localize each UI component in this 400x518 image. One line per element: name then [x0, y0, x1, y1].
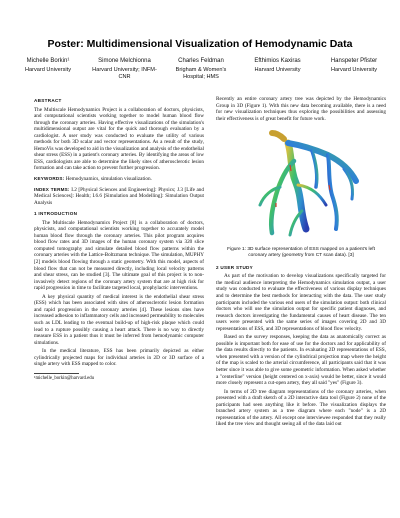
author-list [12, 58, 390, 80]
author-name: Michelle Borkin¹ [26, 58, 70, 64]
author-affiliation: Harvard University [330, 67, 377, 73]
author [242, 58, 314, 80]
footnote-email: ¹michelle_borkin@harvard.edu [34, 375, 95, 381]
keywords-label: KEYWORDS: [34, 176, 65, 182]
figure-caption: Figure 1: 3D surface representation of ESS mapped on a patient's left coronary artery (geometry from CT scan data). [3] [227, 247, 375, 258]
footnote-divider [34, 373, 79, 374]
keywords-text: Hemodynamics, simulation visualization. [65, 176, 152, 183]
artery-figure [216, 125, 386, 245]
author-name: Hanspeter Pfister [330, 58, 378, 64]
author-name: Charles Feldman [178, 58, 224, 64]
abstract-heading: ABSTRACT [34, 98, 62, 103]
user-study-heading: 2 USER STUDY [216, 264, 254, 270]
user-study-paragraph: Based on the survey responses, keeping the data as anatomically correct as possible is important both for ease of use for the doctors and for applicability of the data results directly to the patients. In evaluating 2D representations of ESS, when presented with a version of the cylindrical projection map where the height of the map is scaled to the arterial circumference, all participants said that it was better since it was able to give some geometric information. When asked whether a "centerline" version (height centered on x-axis) would be better, since it would more closely represent a cut-open artery, they all said "yes" (Figure 3). [216, 334, 386, 387]
poster-title: Poster: Multidimensional Visualization of Hemodynamic Data [47, 38, 353, 50]
author [12, 58, 84, 80]
author-name: Efthimios Kaxiras [254, 58, 301, 64]
index-terms-text: I.2 [Physical Sciences and Engineering]: Physics; J.3 [Life and Medical Sciences]: Health; I.6.6 [Simulation and Modelling]: Simulation Output Analysis [34, 186, 204, 206]
user-study-paragraph: In terms of 2D tree diagram representations of the coronary arteries, when presented with a draft sketch of a 2D interactive data tool (Figure 2) none of the participants had seen anything like it before. The visualization displays the branched artery system as a tree diagram where each "node" is a 2D representation of the artery. All except one interviewee responded that they really liked the tree view and thought seeing all of the data laid out [216, 388, 386, 428]
author-affiliation: Brigham & Women's Hospital; HMS [175, 67, 227, 80]
intro-paragraph: The Multiscale Hemodynamics Project [8] is a collaboration of doctors, physicists, and computational scientists working together to accurately model human blood flow through the coronary arteries. This pilot program acquires blood flow rates and 3D images of the human coronary system via 320 slice computed tomography and simulate detailed blood flow patterns within the coronary arteries with the Lattice-Boltzmann technique. The simulation, MUPHY [2] models blood flowing through a static geometry. With this model, aspects of blood flow that can not be measured directly, including local velocity patterns and shear stress, can be studied [3]. The ultimate goal of this project is to non-invasively detect regions of the coronary artery system that are at high risk for rapid progression in time to facilitate targeted local, prophylactic interventions. [34, 219, 204, 292]
author-affiliation: Harvard University; INFM-CNR [92, 67, 157, 80]
user-study-paragraph: As part of the motivation to develop visualizations specifically targeted for the medical audience interpreting the Hemodynamics simulation output, a user study was conducted to evaluate the effectiveness of various display techniques and to determine the best methods for interacting with the data. The user study participants included the various end users of the simulation output: both clinical doctors who will use the simulation output for specific patient diagnoses, and research doctors investigating the fundamental causes of heart disease. The ten users were presented with the same series of images covering 2D and 3D representations of ESS, and 3D representations of blood flow velocity. [216, 273, 386, 332]
right-column [216, 96, 386, 430]
left-column [34, 96, 204, 382]
intro-paragraph: A key physical quantity of medical interest is the endothelial shear stress (ESS) which has been associated with sites of atherosclerotic lesion formation and rapid progression in the coronary arteries [4]. These lesions sites have increased adhesion to inflammatory cells and increased permeability to molecules such as LDL leading to the eventual build-up of high-risk plaque which could lead to a rupture possibly causing a heart attack. There is no way to directly measure ESS in a patient thus it must be inferred from hemodynamic computer simulations. [34, 293, 204, 346]
abstract-text: The Multiscale Hemodynamics Project is a collaboration of doctors, physicists, and computational scientists working together to model human blood flow through the coronary arteries. Having effective visualizations of the simulation's multidimensional output are vital for the quick and thorough evaluation by a cardiologist. A user study was conducted to evaluate the utility of various methods for both 3D scalar and vector representations. As a result of the study, HemoVis was developed to aid in the visualization and analysis of the endothelial shear stress (ESS) in a patient's coronary arteries. By identifying the areas of low ESS, cardiologists are able to determine the likely sites of atherosclerotic lesion formation and can take action to prevent further progression. [34, 106, 204, 172]
author [318, 58, 390, 80]
author-name: Simone Melchionna [98, 58, 151, 64]
index-terms [34, 187, 204, 207]
index-terms-label: INDEX TERMS: [34, 186, 70, 192]
author [89, 58, 161, 80]
introduction-heading: 1 INTRODUCTION [34, 211, 78, 217]
continued-paragraph: Recently an entire coronary artery tree was depicted by the Hemodynamics Group in 3D (Figure 1). With this new data becoming available, there is a need for new visualization techniques thus exploring the possibilities and assessing their effectiveness is of great benefit for future work. [216, 96, 386, 122]
intro-paragraph: In the medical literature, ESS has been primarily depicted as either cylindrically projected maps for individual arteries in 2D or 3D surface of a single artery with ESS mapped to color. [34, 348, 204, 368]
author-affiliation: Harvard University [254, 67, 301, 73]
keywords [34, 176, 204, 183]
author-affiliation: Harvard University [24, 67, 71, 73]
coronary-artery-image [216, 125, 386, 245]
author [165, 58, 237, 80]
